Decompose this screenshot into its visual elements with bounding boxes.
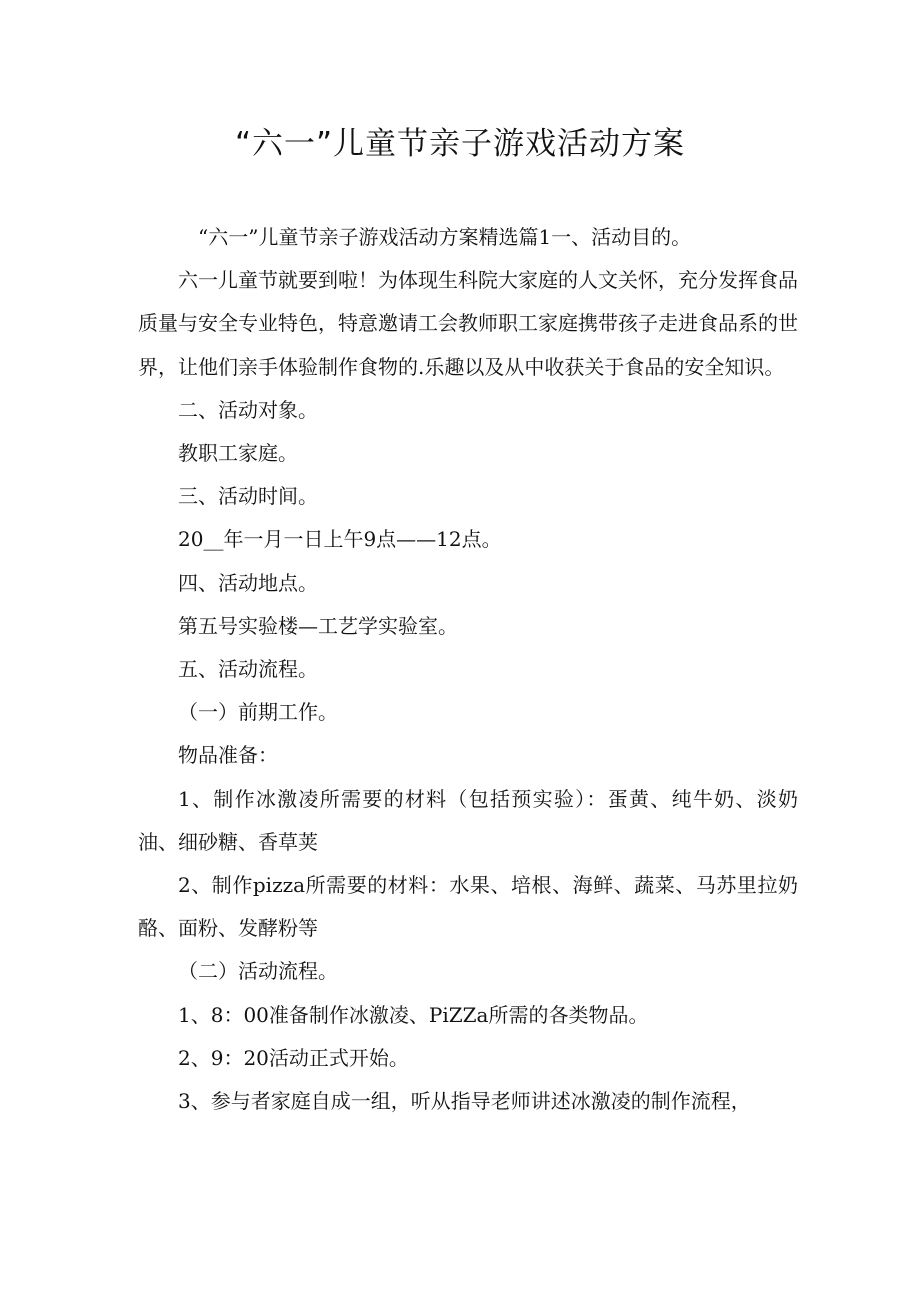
section-heading-time: 三、活动时间。 xyxy=(178,484,318,509)
list-item-step-1: 1、8：00准备制作冰激凌、PiZZa所需的各类物品。 xyxy=(178,1002,649,1027)
list-item-step-3: 3、参与者家庭自成一组，听从指导老师讲述冰激凌的制作流程， xyxy=(178,1089,751,1114)
subsection-heading-preparation: （一）前期工作。 xyxy=(178,700,338,725)
paragraph-audience: 教职工家庭。 xyxy=(178,441,298,466)
paragraph-location: 第五号实验楼—工艺学实验室。 xyxy=(178,613,458,638)
list-item-pizza-materials: 2、制作pizza所需要的材料：水果、培根、海鲜、蔬菜、马苏里拉奶酪、面粉、发酵粉等 xyxy=(138,873,798,941)
section-heading-location: 四、活动地点。 xyxy=(178,570,318,595)
document-title: “六一”儿童节亲子游戏活动方案 xyxy=(234,126,686,162)
list-item-icecream-materials: 1、制作冰激凌所需要的材料（包括预实验）：蛋黄、纯牛奶、淡奶油、细砂糖、香草荚 xyxy=(138,786,798,854)
section-heading-process: 五、活动流程。 xyxy=(178,657,318,682)
paragraph-time: 20__年一月一日上午9点——12点。 xyxy=(178,527,502,552)
paragraph-purpose: 六一儿童节就要到啦！为体现生科院大家庭的人文关怀，充分发挥食品质量与安全专业特色，特意邀请工会教师职工家庭携带孩子走进食品系的世界，让他们亲手体验制作食物的.乐趣以及从中收获关于食品的安全知识。 xyxy=(138,268,798,379)
paragraph-intro: “六一”儿童节亲子游戏活动方案精选篇1一、活动目的。 xyxy=(198,225,692,249)
list-item-step-2: 2、9：20活动正式开始。 xyxy=(178,1045,409,1070)
paragraph-materials-label: 物品准备： xyxy=(178,743,278,768)
section-heading-audience: 二、活动对象。 xyxy=(178,397,318,422)
document-body xyxy=(138,216,798,1123)
subsection-heading-flow: （二）活动流程。 xyxy=(178,959,338,984)
